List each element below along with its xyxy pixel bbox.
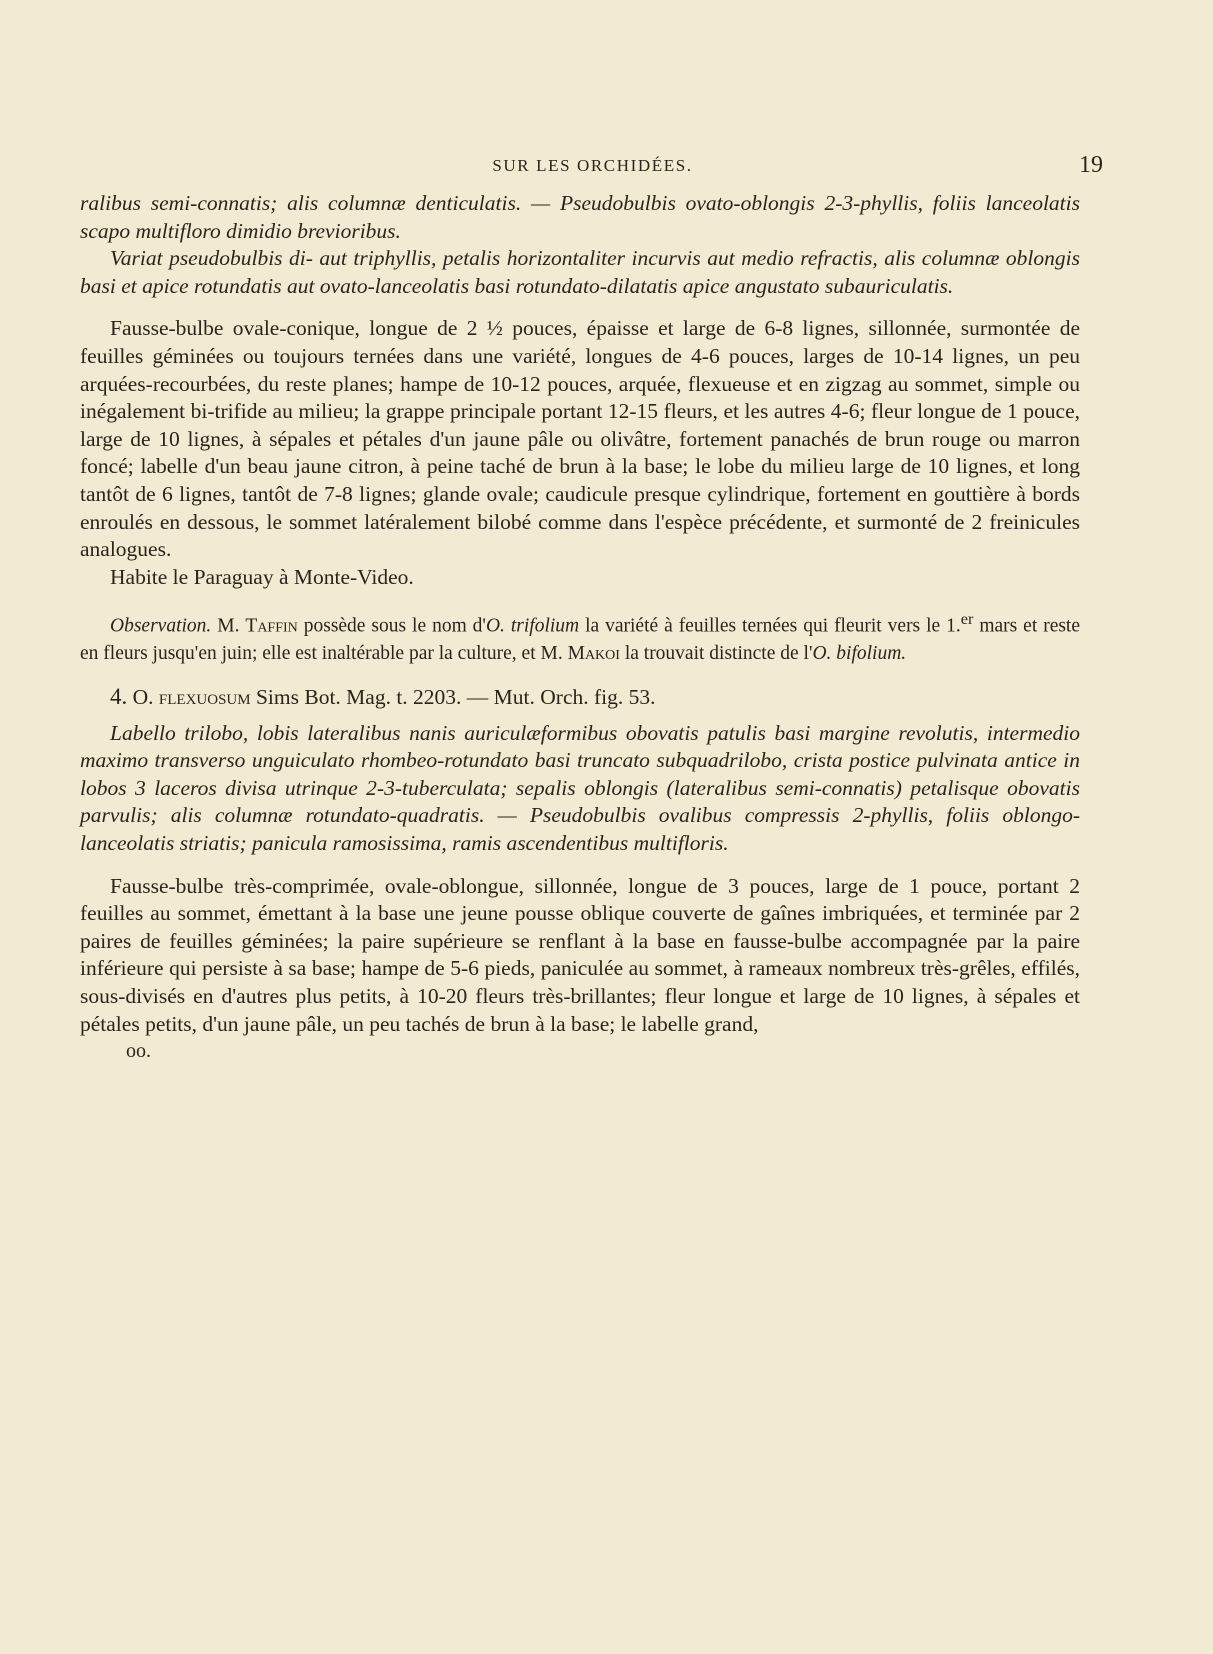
species-reference: Sims Bot. Mag. t. 2203. — Mut. Orch. fig. 53. — [250, 685, 656, 709]
description-paragraph: Fausse-bulbe ovale-conique, longue de 2 ½ pouces, épaisse et large de 6-8 lignes, sillonnée, surmontée de feuilles géminées ou toujours ternées dans une variété, longues de 4-6 pouces, larges de 10-14 lignes, un peu arquées-recourbées, du reste planes; hampe de 10-12 pouces, arquée, flexueuse et en zigzag au sommet, simple ou inégalement bi-trifide au milieu; la grappe principale portant 12-15 fleurs, et les autres 4-6; fleur longue de 1 pouce, large de 10 lignes, à sépales et pétales d'un jaune pâle ou olivâtre, fortement panachés de brun rouge ou marron foncé; labelle d'un beau jaune citron, à peine taché de brun à la base; le lobe du milieu large de 10 lignes, et long tantôt de 6 lignes, tantôt de 7-8 lignes; glande ovale; caudicule presque cylindrique, fortement en gouttière à bords enroulés en dessous, le sommet latéralement bilobé comme dans l'espèce précédente, et surmonté de 2 freinicules analogues. — [80, 316, 1080, 562]
observation-text: la trouvait distincte de l' — [619, 643, 813, 665]
latin-diagnosis-continued: ralibus semi-connatis; alis columnæ denticulatis. — Pseudobulbis ovato-oblongis 2-3-phyllis, foliis lanceolatis scapo multifloro dimidio brevioribus. — [80, 191, 1080, 243]
observation-species: O. trifolium — [485, 615, 580, 637]
observation-text: la variété à feuilles ternées qui fleurit vers le 1. — [579, 615, 961, 637]
species-heading — [80, 683, 1080, 712]
observation-text: mars et reste en fleurs jusqu'en juin; elle est inaltérable par la culture, et M. — [80, 615, 1081, 665]
observation-text: possède sous le nom d' — [297, 615, 486, 637]
species-genus: O. — [127, 685, 159, 709]
document-page — [80, 0, 1105, 1654]
page-number: 19 — [1079, 152, 1103, 178]
observation-superscript: er — [960, 610, 974, 629]
running-head — [80, 152, 1105, 182]
latin-variety-note: Variat pseudobulbis di- aut triphyllis, petalis horizontaliter incurvis aut medio refractis, alis columnæ oblongis basi et apice rotundatis aut ovato-lanceolatis basi rotundato-dilatatis apice angustato subauriculatis. — [80, 246, 1080, 298]
latin-diagnosis: Labello trilobo, lobis lateralibus nanis auriculæformibus obovatis patulis basi margine revolutis, intermedio maximo transverso unguiculato rhombeo-rotundato basi truncato subquadrilobo, crista postice pulvinata antice in lobos 3 laceros divisa utrinque 2-3-tuberculata; sepalis oblongis (lateralibus semi-connatis) petalisque obovatis parvulis; alis columnæ rotundato-quadratis. — Pseudobulbis ovalibus compressis 2-phyllis, foliis oblongo-lanceolatis striatis; panicula ramosissima, ramis ascendentibus multifloris. — [80, 720, 1080, 855]
habitat-line: Habite le Paraguay à Monte-Video. — [110, 564, 414, 589]
observation-text: M. — [211, 615, 246, 637]
observation-note — [80, 606, 1080, 668]
species-epithet: flexuosum — [158, 685, 251, 709]
body-text — [80, 190, 1080, 1066]
observation-person: Taffin — [245, 615, 298, 637]
observation-species: O. bifolium. — [812, 643, 907, 665]
observation-person: Makoi — [567, 643, 620, 665]
description-paragraph: Fausse-bulbe très-comprimée, ovale-oblongue, sillonnée, longue de 3 pouces, large de 1 pouce, portant 2 feuilles au sommet, émettant à la base une jeune pousse oblique couverte de gaînes imbriquées, et terminée par 2 paires de feuilles géminées; la paire supérieure se renflant à la base en fausse-bulbe accompagnée par la paire inférieure qui persiste à sa base; hampe de 5-6 pieds, paniculée au sommet, à rameaux nombreux très-grêles, effilés, sous-divisés en d'autres plus petits, à 10-20 fleurs très-brillantes; fleur longue et large de 10 lignes, à sépales et pétales petits, d'un jaune pâle, un peu tachés de brun à la base; le labelle grand, — [80, 873, 1080, 1036]
catchword: oo. — [126, 1040, 151, 1063]
observation-label: Observation. — [110, 615, 212, 637]
running-title: SUR LES ORCHIDÉES. — [492, 156, 693, 175]
species-number: 4. — [110, 684, 128, 709]
